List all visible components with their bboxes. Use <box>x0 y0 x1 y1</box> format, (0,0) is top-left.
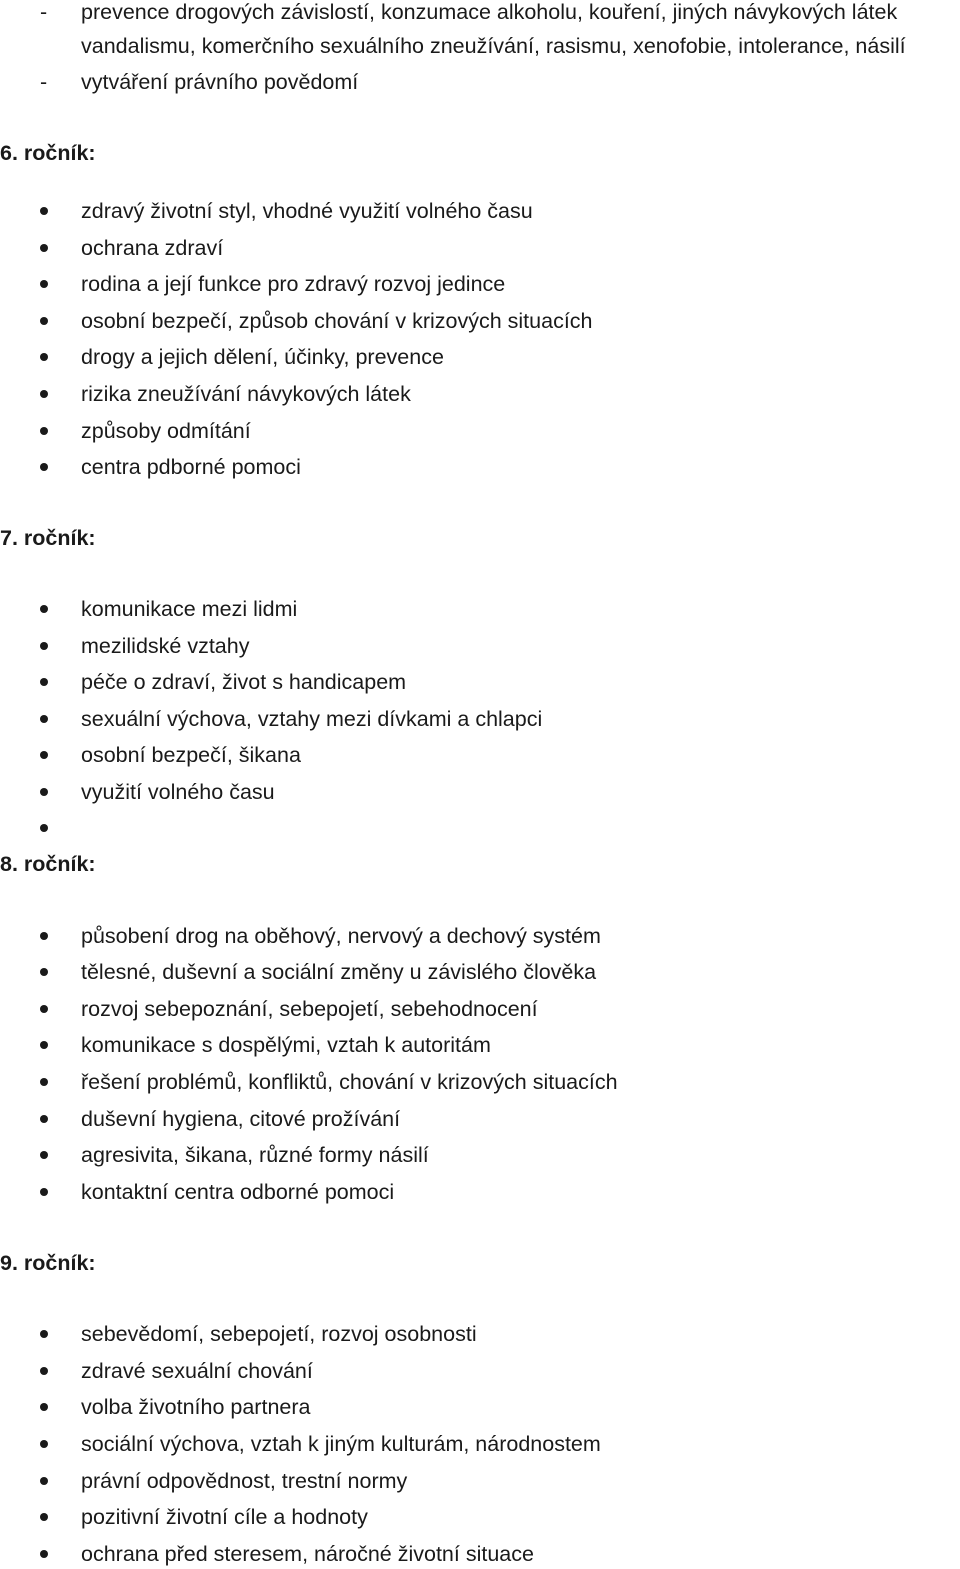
list-item-text: sebevědomí, sebepojetí, rozvoj osobnosti <box>81 1322 477 1346</box>
bullet-icon <box>40 678 48 686</box>
intro-text-2: vandalismu, komerčního sexuálního zneužívání, rasismu, xenofobie, intolerance, násilí <box>81 34 906 58</box>
list-item-text: osobní bezpečí, způsob chování v krizových situacích <box>81 309 593 333</box>
list-item-text: rodina a její funkce pro zdravý rozvoj jedince <box>81 272 506 296</box>
bullet-icon <box>40 605 48 613</box>
bullet-icon <box>40 1115 48 1123</box>
bullet-icon <box>40 1477 48 1485</box>
bullet-icon <box>40 1151 48 1159</box>
bullet-icon <box>40 317 48 325</box>
bullet-icon <box>40 390 48 398</box>
list-item-text: rozvoj sebepoznání, sebepojetí, sebehodnocení <box>81 997 538 1021</box>
bullet-icon <box>40 968 48 976</box>
list-item-text: drogy a jejich dělení, účinky, prevence <box>81 345 444 369</box>
list-item-text: působení drog na oběhový, nervový a dechový systém <box>81 924 601 948</box>
section-heading-6: 6. ročník: <box>0 141 96 165</box>
list-item-text: rizika zneužívání návykových látek <box>81 382 411 406</box>
bullet-icon <box>40 1550 48 1558</box>
bullet-icon <box>40 1005 48 1013</box>
dash-marker: - <box>40 0 48 24</box>
bullet-icon <box>40 1367 48 1375</box>
list-item-text: způsoby odmítání <box>81 419 251 443</box>
list-item-text: právní odpovědnost, trestní normy <box>81 1469 408 1493</box>
section-heading-9: 9. ročník: <box>0 1251 96 1275</box>
bullet-icon <box>40 1041 48 1049</box>
bullet-icon <box>40 1513 48 1521</box>
bullet-icon <box>40 427 48 435</box>
list-item-text: zdravé sexuální chování <box>81 1359 313 1383</box>
bullet-icon <box>40 244 48 252</box>
section-heading-7: 7. ročník: <box>0 526 96 550</box>
list-item-text: komunikace s dospělými, vztah k autoritám <box>81 1033 491 1057</box>
bullet-icon <box>40 280 48 288</box>
intro-text-3: vytváření právního povědomí <box>81 70 359 94</box>
bullet-icon <box>40 642 48 650</box>
section-heading-8: 8. ročník: <box>0 852 96 876</box>
intro-text-1: prevence drogových závislostí, konzumace alkoholu, kouření, jiných návykových látek <box>81 0 898 24</box>
bullet-icon <box>40 353 48 361</box>
list-item-text: ochrana zdraví <box>81 236 224 260</box>
list-item-text: využití volného času <box>81 780 275 804</box>
list-item-text: komunikace mezi lidmi <box>81 597 298 621</box>
bullet-icon <box>40 788 48 796</box>
bullet-icon <box>40 207 48 215</box>
list-item-text: osobní bezpečí, šikana <box>81 743 301 767</box>
bullet-icon <box>40 1440 48 1448</box>
list-item-text: duševní hygiena, citové prožívání <box>81 1107 401 1131</box>
bullet-icon <box>40 715 48 723</box>
list-item-text: kontaktní centra odborné pomoci <box>81 1180 395 1204</box>
list-item-text: zdravý životní styl, vhodné využití volného času <box>81 199 533 223</box>
bullet-icon <box>40 824 48 832</box>
list-item-text: ochrana před steresem, náročné životní situace <box>81 1542 534 1566</box>
bullet-icon <box>40 751 48 759</box>
list-item-text: mezilidské vztahy <box>81 634 250 658</box>
bullet-icon <box>40 1403 48 1411</box>
list-item-text: sociální výchova, vztah k jiným kulturám, národnostem <box>81 1432 601 1456</box>
list-item-text: tělesné, duševní a sociální změny u závislého člověka <box>81 960 597 984</box>
list-item-text: řešení problémů, konfliktů, chování v krizových situacích <box>81 1070 618 1094</box>
bullet-icon <box>40 463 48 471</box>
list-item-text: sexuální výchova, vztahy mezi dívkami a chlapci <box>81 707 543 731</box>
list-item-text: agresivita, šikana, různé formy násilí <box>81 1143 429 1167</box>
list-item-text: volba životního partnera <box>81 1395 311 1419</box>
bullet-icon <box>40 932 48 940</box>
list-item-text: péče o zdraví, život s handicapem <box>81 670 407 694</box>
bullet-icon <box>40 1078 48 1086</box>
bullet-icon <box>40 1188 48 1196</box>
dash-marker: - <box>40 70 48 94</box>
list-item-text: pozitivní životní cíle a hodnoty <box>81 1505 368 1529</box>
bullet-icon <box>40 1330 48 1338</box>
list-item-text: centra pdborné pomoci <box>81 455 301 479</box>
